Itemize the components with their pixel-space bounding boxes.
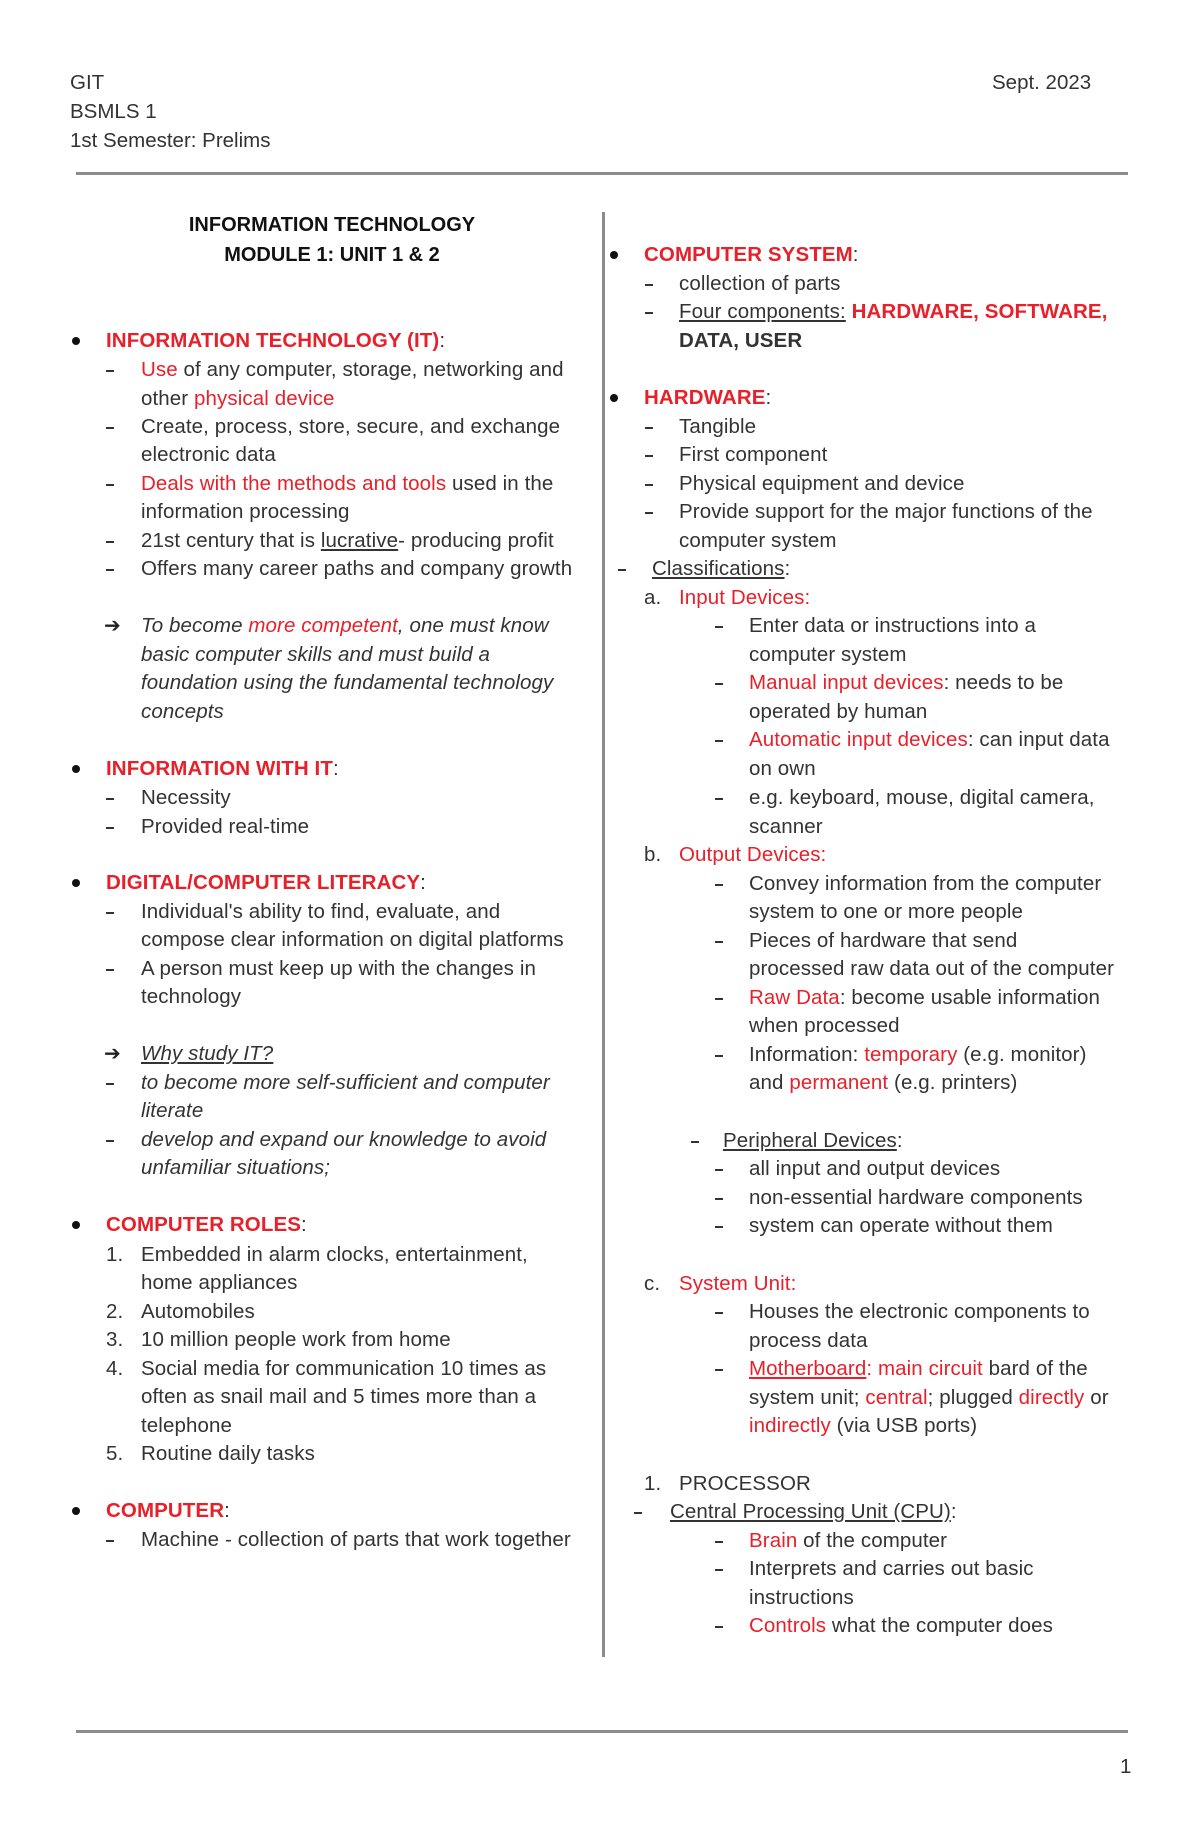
su-motherboard: Motherboard: main circuit bard of the: [749, 1357, 1088, 1380]
header-divider: [76, 172, 1128, 175]
it-century: 21st century that is lucrative- producing profit: [141, 529, 554, 552]
dash: [106, 1140, 114, 1142]
literacy-3: A person must keep up with the changes in: [141, 957, 536, 980]
system-four: Four components: HARDWARE, SOFTWARE,: [679, 300, 1108, 323]
why-4: unfamiliar situations;: [141, 1156, 331, 1179]
output-1b: system to one or more people: [749, 900, 1023, 923]
bullet-dot: [610, 394, 618, 402]
roles-num-4: 4.: [106, 1357, 124, 1380]
info-item-1: Necessity: [141, 786, 231, 809]
dash: [618, 569, 626, 571]
input-auto-2: on own: [749, 757, 816, 780]
dash: [715, 941, 723, 943]
it-arrow-1: To become more competent, one must know: [141, 614, 549, 637]
course-code: GIT: [70, 71, 105, 94]
dash: [645, 427, 653, 429]
bullet-dot: [72, 337, 80, 345]
it-info-processing: information processing: [141, 500, 350, 523]
dash: [715, 626, 723, 628]
output-2b: processed raw data out of the computer: [749, 957, 1115, 980]
roles-num-5: 5.: [106, 1442, 124, 1465]
hw-3: Physical equipment and device: [679, 472, 965, 495]
dash: [106, 912, 114, 914]
su-1b: process data: [749, 1329, 868, 1352]
dash: [715, 1569, 723, 1571]
system-unit-letter: c.: [644, 1272, 661, 1295]
why-1: to become more self-sufficient and computer: [141, 1071, 550, 1094]
it-electronic-data: electronic data: [141, 443, 276, 466]
program: BSMLS 1: [70, 100, 157, 123]
dash: [106, 798, 114, 800]
input-manual: Manual input devices: needs to be: [749, 671, 1064, 694]
dash: [106, 541, 114, 543]
system-unit: System Unit:: [679, 1272, 797, 1295]
classifications: Classifications:: [652, 557, 791, 580]
dash: [715, 1198, 723, 1200]
dash: [106, 827, 114, 829]
heading-computer-system: COMPUTER SYSTEM:: [644, 243, 859, 266]
processor-heading: PROCESSOR: [679, 1472, 811, 1495]
bullet-dot: [72, 1507, 80, 1515]
output-raw: Raw Data: become usable information: [749, 986, 1101, 1009]
roles-num-1: 1.: [106, 1243, 124, 1266]
cpu-brain: Brain of the computer: [749, 1529, 948, 1552]
it-deals: Deals with the methods and tools used in the: [141, 472, 554, 495]
doc-subtitle: MODULE 1: UNIT 1 & 2: [224, 244, 440, 266]
dash: [715, 798, 723, 800]
dash: [715, 1626, 723, 1628]
it-use: Use of any computer, storage, networking and: [141, 358, 564, 381]
dash: [106, 427, 114, 429]
why-2: literate: [141, 1099, 204, 1122]
arrow-icon: ➔: [104, 615, 121, 637]
roles-2: Automobiles: [141, 1300, 255, 1323]
literacy-4: technology: [141, 985, 242, 1008]
dash: [106, 1540, 114, 1542]
input-eg: e.g. keyboard, mouse, digital camera,: [749, 786, 1095, 809]
dash: [715, 884, 723, 886]
bullet-dot: [610, 251, 618, 259]
dash: [691, 1141, 699, 1143]
arrow-icon: ➔: [104, 1043, 121, 1065]
roles-4c: telephone: [141, 1414, 232, 1437]
system-four-2: DATA, USER: [679, 329, 803, 352]
info-item-2: Provided real-time: [141, 815, 310, 838]
dash: [634, 1512, 642, 1514]
it-offers: Offers many career paths and company growth: [141, 557, 573, 580]
su-motherboard-2: system unit; central; plugged directly or: [749, 1386, 1109, 1409]
output-info-2: and permanent (e.g. printers): [749, 1071, 1018, 1094]
roles-num-3: 3.: [106, 1328, 124, 1351]
output-info: Information: temporary (e.g. monitor): [749, 1043, 1087, 1066]
literacy-2: compose clear information on digital platforms: [141, 928, 564, 951]
roles-1b: home appliances: [141, 1271, 298, 1294]
input-manual-2: operated by human: [749, 700, 928, 723]
dash: [715, 1169, 723, 1171]
cpu-label: Central Processing Unit (CPU):: [670, 1500, 957, 1523]
footer-divider: [76, 1730, 1128, 1733]
processor-num: 1.: [644, 1472, 662, 1495]
input-eg-2: scanner: [749, 815, 823, 838]
dash: [715, 998, 723, 1000]
output-letter: b.: [644, 843, 662, 866]
bullet-dot: [72, 879, 80, 887]
dash: [715, 740, 723, 742]
semester: 1st Semester: Prelims: [70, 129, 271, 152]
dash: [106, 370, 114, 372]
output-2a: Pieces of hardware that send: [749, 929, 1018, 952]
page-number: 1: [1120, 1755, 1132, 1778]
cpu-interprets: Interprets and carries out basic: [749, 1557, 1034, 1580]
it-create: Create, process, store, secure, and exchange: [141, 415, 561, 438]
why-study: Why study IT?: [141, 1042, 274, 1065]
cpu-controls: Controls what the computer does: [749, 1614, 1053, 1637]
input-1a: Enter data or instructions into a: [749, 614, 1037, 637]
heading-computer: COMPUTER:: [106, 1499, 230, 1522]
dash: [106, 569, 114, 571]
heading-hardware: HARDWARE:: [644, 386, 772, 409]
bullet-dot: [72, 765, 80, 773]
doc-title: INFORMATION TECHNOLOGY: [188, 214, 476, 236]
dash: [715, 683, 723, 685]
roles-5: Routine daily tasks: [141, 1442, 315, 1465]
hw-4: Provide support for the major functions of the: [679, 500, 1093, 523]
output-1a: Convey information from the computer: [749, 872, 1102, 895]
dash: [715, 1055, 723, 1057]
literacy-1: Individual's ability to find, evaluate, and: [141, 900, 501, 923]
roles-1a: Embedded in alarm clocks, entertainment,: [141, 1243, 528, 1266]
dash: [106, 484, 114, 486]
output-devices: Output Devices:: [679, 843, 827, 866]
dash: [715, 1369, 723, 1371]
roles-num-2: 2.: [106, 1300, 124, 1323]
dash: [645, 455, 653, 457]
heading-literacy: DIGITAL/COMPUTER LITERACY:: [106, 871, 426, 894]
input-1b: computer system: [749, 643, 907, 666]
dash: [645, 312, 653, 314]
it-arrow-4: concepts: [141, 700, 224, 723]
heading-roles: COMPUTER ROLES:: [106, 1213, 307, 1236]
input-letter: a.: [644, 586, 662, 609]
su-motherboard-3: indirectly (via USB ports): [749, 1414, 978, 1437]
dash: [715, 1541, 723, 1543]
dash: [645, 484, 653, 486]
bullet-dot: [72, 1221, 80, 1229]
dash: [645, 284, 653, 286]
dash: [106, 969, 114, 971]
hw-1: Tangible: [679, 415, 757, 438]
hw-2: First component: [679, 443, 828, 466]
input-auto: Automatic input devices: can input data: [749, 728, 1110, 751]
roles-4a: Social media for communication 10 times as: [141, 1357, 547, 1380]
cpu-interprets-2: instructions: [749, 1586, 854, 1609]
peripheral-3: system can operate without them: [749, 1214, 1053, 1237]
why-3: develop and expand our knowledge to avoid: [141, 1128, 547, 1151]
system-item-1: collection of parts: [679, 272, 841, 295]
it-arrow-3: foundation using the fundamental technology: [141, 671, 554, 694]
it-use-2: other physical device: [141, 387, 335, 410]
hw-5: computer system: [679, 529, 837, 552]
roles-4b: often as snail mail and 5 times more than a: [141, 1385, 537, 1408]
dash: [645, 512, 653, 514]
dash: [715, 1312, 723, 1314]
heading-it: INFORMATION TECHNOLOGY (IT):: [106, 329, 446, 352]
it-arrow-2: basic computer skills and must build a: [141, 643, 491, 666]
peripheral-devices: Peripheral Devices:: [723, 1129, 903, 1152]
peripheral-1: all input and output devices: [749, 1157, 1001, 1180]
output-raw-2: when processed: [749, 1014, 900, 1037]
date: Sept. 2023: [992, 71, 1092, 94]
dash: [715, 1226, 723, 1228]
dash: [106, 1083, 114, 1085]
peripheral-2: non-essential hardware components: [749, 1186, 1083, 1209]
su-1a: Houses the electronic components to: [749, 1300, 1090, 1323]
heading-info-with-it: INFORMATION WITH IT:: [106, 757, 339, 780]
computer-item: Machine - collection of parts that work together: [141, 1528, 571, 1551]
input-devices: Input Devices:: [679, 586, 811, 609]
roles-3: 10 million people work from home: [141, 1328, 451, 1351]
column-divider: [602, 212, 605, 1657]
